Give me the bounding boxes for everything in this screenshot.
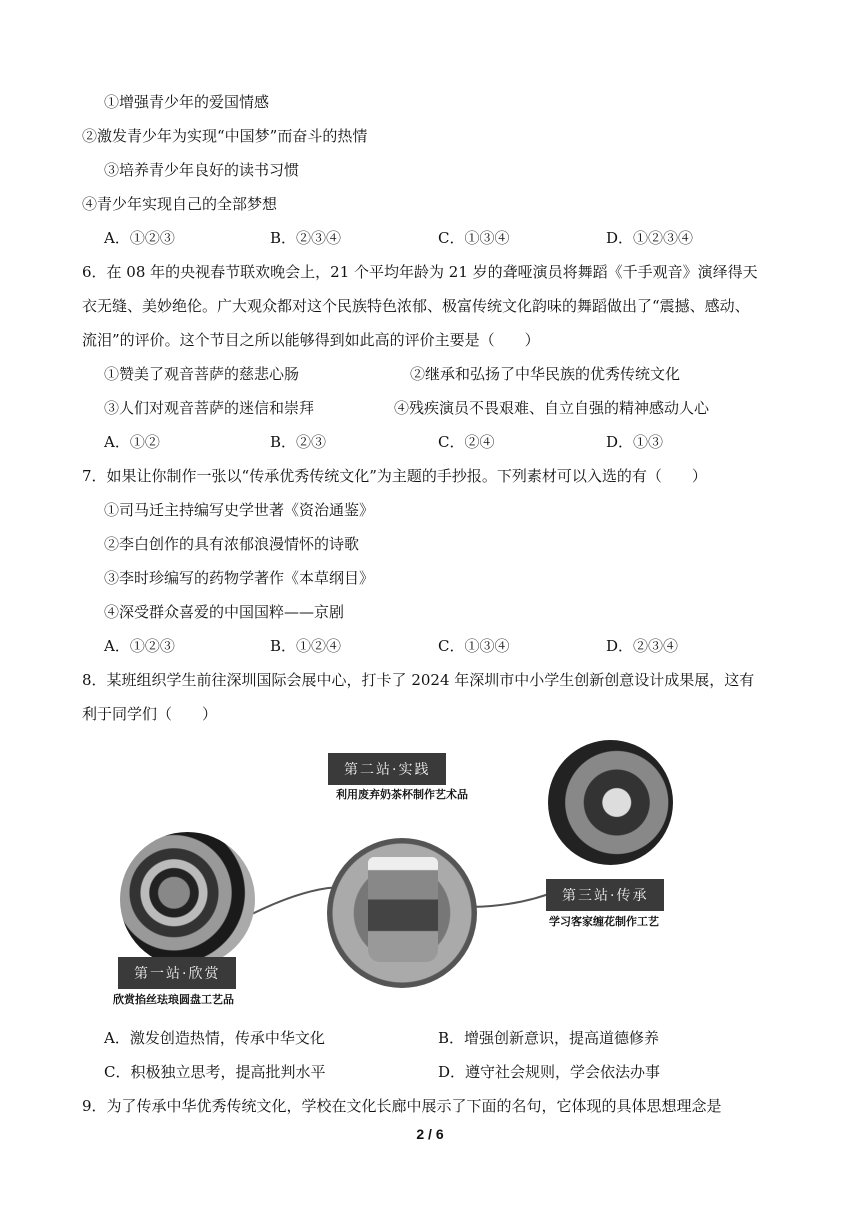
q6-option-c: C．②④ bbox=[438, 433, 495, 451]
q5-statement-2: ②激发青少年为实现“中国梦”而奋斗的热情 bbox=[82, 127, 368, 145]
q7-option-a: A．①②③ bbox=[104, 637, 175, 655]
station-2-tag: 第二站·实践 bbox=[328, 753, 446, 785]
q6-stem-line-1: 6．在 08 年的央视春节联欢晚会上，21 个平均年龄为 21 岁的聋哑演员将舞蹈《千手观音》演绎得天 bbox=[82, 263, 758, 281]
q5-statement-3: ③培养青少年良好的读书习惯 bbox=[104, 161, 300, 179]
page-number: 2 / 6 bbox=[416, 1126, 444, 1142]
q5-statement-4: ④青少年实现自己的全部梦想 bbox=[82, 195, 278, 213]
q8-stem-line-1: 8．某班组织学生前往深圳国际会展中心，打卡了 2024 年深圳市中小学生创新创意设计成果展，这有 bbox=[82, 671, 755, 689]
station-3-caption: 学习客家缠花制作工艺 bbox=[549, 915, 659, 928]
station-1-photo bbox=[120, 832, 255, 967]
q5-option-a: A．①②③ bbox=[104, 229, 175, 247]
q6-stem-line-3: 流泪”的评价。这个节目之所以能够得到如此高的评价主要是（ ） bbox=[82, 331, 540, 349]
q6-statement-3: ③人们对观音菩萨的迷信和崇拜 bbox=[104, 399, 315, 417]
q6-statement-4: ④残疾演员不畏艰难、自立自强的精神感动人心 bbox=[394, 399, 710, 417]
q6-option-a: A．①② bbox=[104, 433, 160, 451]
station-1-caption: 欣赏掐丝珐琅圆盘工艺品 bbox=[113, 993, 234, 1006]
q7-statement-2: ②李白创作的具有浓郁浪漫情怀的诗歌 bbox=[104, 535, 360, 553]
exhibition-figure bbox=[100, 735, 740, 1010]
station-1-tag: 第一站·欣赏 bbox=[118, 957, 236, 989]
station-3-tag: 第三站·传承 bbox=[546, 879, 664, 911]
q7-option-b: B．①②④ bbox=[270, 637, 342, 655]
q6-statement-2: ②继承和弘扬了中华民族的优秀传统文化 bbox=[410, 365, 681, 383]
q7-option-c: C．①③④ bbox=[438, 637, 510, 655]
q7-statement-4: ④深受群众喜爱的中国国粹——京剧 bbox=[104, 603, 345, 621]
q7-option-d: D．②③④ bbox=[606, 637, 679, 655]
q8-option-a: A．激发创造热情，传承中华文化 bbox=[104, 1029, 325, 1047]
station-2-caption: 利用废弃奶茶杯制作艺术品 bbox=[336, 788, 468, 801]
q5-option-c: C．①③④ bbox=[438, 229, 510, 247]
q8-option-c: C．积极独立思考，提高批判水平 bbox=[104, 1063, 326, 1081]
q5-statement-1: ①增强青少年的爱国情感 bbox=[104, 93, 270, 111]
q8-option-d: D．遵守社会规则，学会依法办事 bbox=[438, 1063, 661, 1081]
q7-stem: 7．如果让你制作一张以“传承优秀传统文化”为主题的手抄报。下列素材可以入选的有（ ） bbox=[82, 467, 707, 485]
q8-stem-line-2: 利于同学们（ ） bbox=[82, 705, 218, 723]
q5-option-b: B．②③④ bbox=[270, 229, 342, 247]
q6-stem-line-2: 衣无缝、美妙绝伦。广大观众都对这个民族特色浓郁、极富传统文化韵味的舞蹈做出了“震撼、感动、 bbox=[82, 297, 750, 315]
milk-tea-cup-artwork bbox=[368, 857, 438, 962]
q7-statement-3: ③李时珍编写的药物学著作《本草纲目》 bbox=[104, 569, 375, 587]
station-3-photo bbox=[548, 740, 673, 865]
q6-option-b: B．②③ bbox=[270, 433, 327, 451]
q6-option-d: D．①③ bbox=[606, 433, 664, 451]
q6-statement-1: ①赞美了观音菩萨的慈悲心肠 bbox=[104, 365, 300, 383]
q9-stem: 9．为了传承中华优秀传统文化，学校在文化长廊中展示了下面的名句，它体现的具体思想理念是 bbox=[82, 1097, 722, 1115]
q5-option-d: D．①②③④ bbox=[606, 229, 694, 247]
q8-option-b: B．增强创新意识，提高道德修养 bbox=[438, 1029, 660, 1047]
q7-statement-1: ①司马迁主持编写史学世著《资治通鉴》 bbox=[104, 501, 375, 519]
